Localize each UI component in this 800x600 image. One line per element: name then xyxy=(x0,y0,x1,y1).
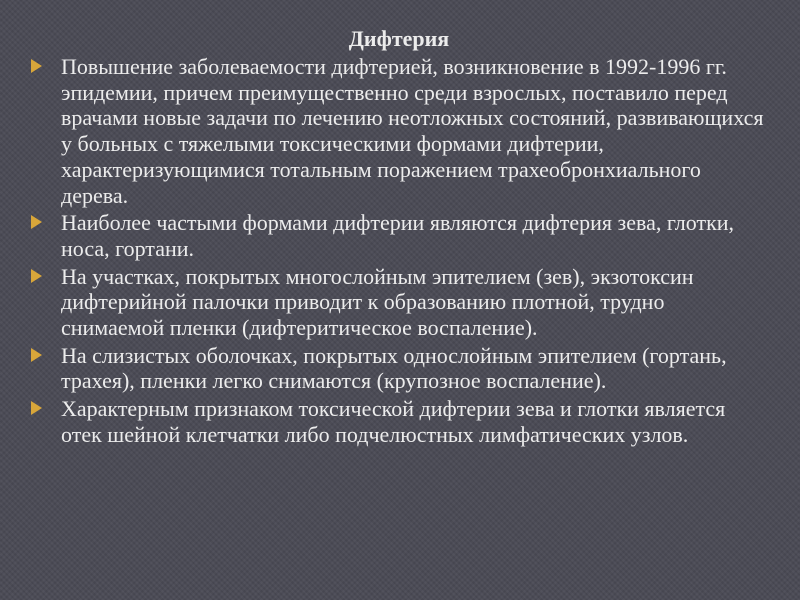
bullet-list xyxy=(28,54,770,448)
triangle-bullet-icon xyxy=(31,215,42,229)
triangle-bullet-icon xyxy=(31,59,42,73)
triangle-bullet-icon xyxy=(31,269,42,283)
bullet-text: Повышение заболеваемости дифтерией, возникновение в 1992-1996 гг. эпидемии, причем преимущественно среди взрослых, поставило перед врачами новые задачи по лечению неотложных состояний, развивающихся у больных с тяжелыми токсическими формами дифтерии, характеризующимися тотальным поражением трахеобронхиального дерева. xyxy=(61,54,764,208)
list-item xyxy=(28,210,770,261)
list-item xyxy=(28,343,770,394)
bullet-text: Характерным признаком токсической дифтерии зева и глотки является отек шейной клетчатки либо подчелюстных лимфатических узлов. xyxy=(61,396,726,447)
triangle-bullet-icon xyxy=(31,401,42,415)
bullet-text: На слизистых оболочках, покрытых однослойным эпителием (гортань, трахея), пленки легко снимаются (крупозное воспаление). xyxy=(61,342,727,394)
triangle-bullet-icon xyxy=(31,348,42,362)
list-item xyxy=(28,396,770,447)
slide-title: Дифтерия xyxy=(348,26,450,51)
list-item xyxy=(28,264,770,341)
bullet-text: Наиболее частыми формами дифтерии являются дифтерия зева, глотки, носа, гортани. xyxy=(61,210,735,261)
bullet-text: На участках, покрытых многослойным эпителием (зев), экзотоксин дифтерийной палочки приводит к образованию плотной, трудно снимаемой пленки (дифтеритическое воспаление). xyxy=(61,263,694,341)
list-item xyxy=(28,54,770,208)
